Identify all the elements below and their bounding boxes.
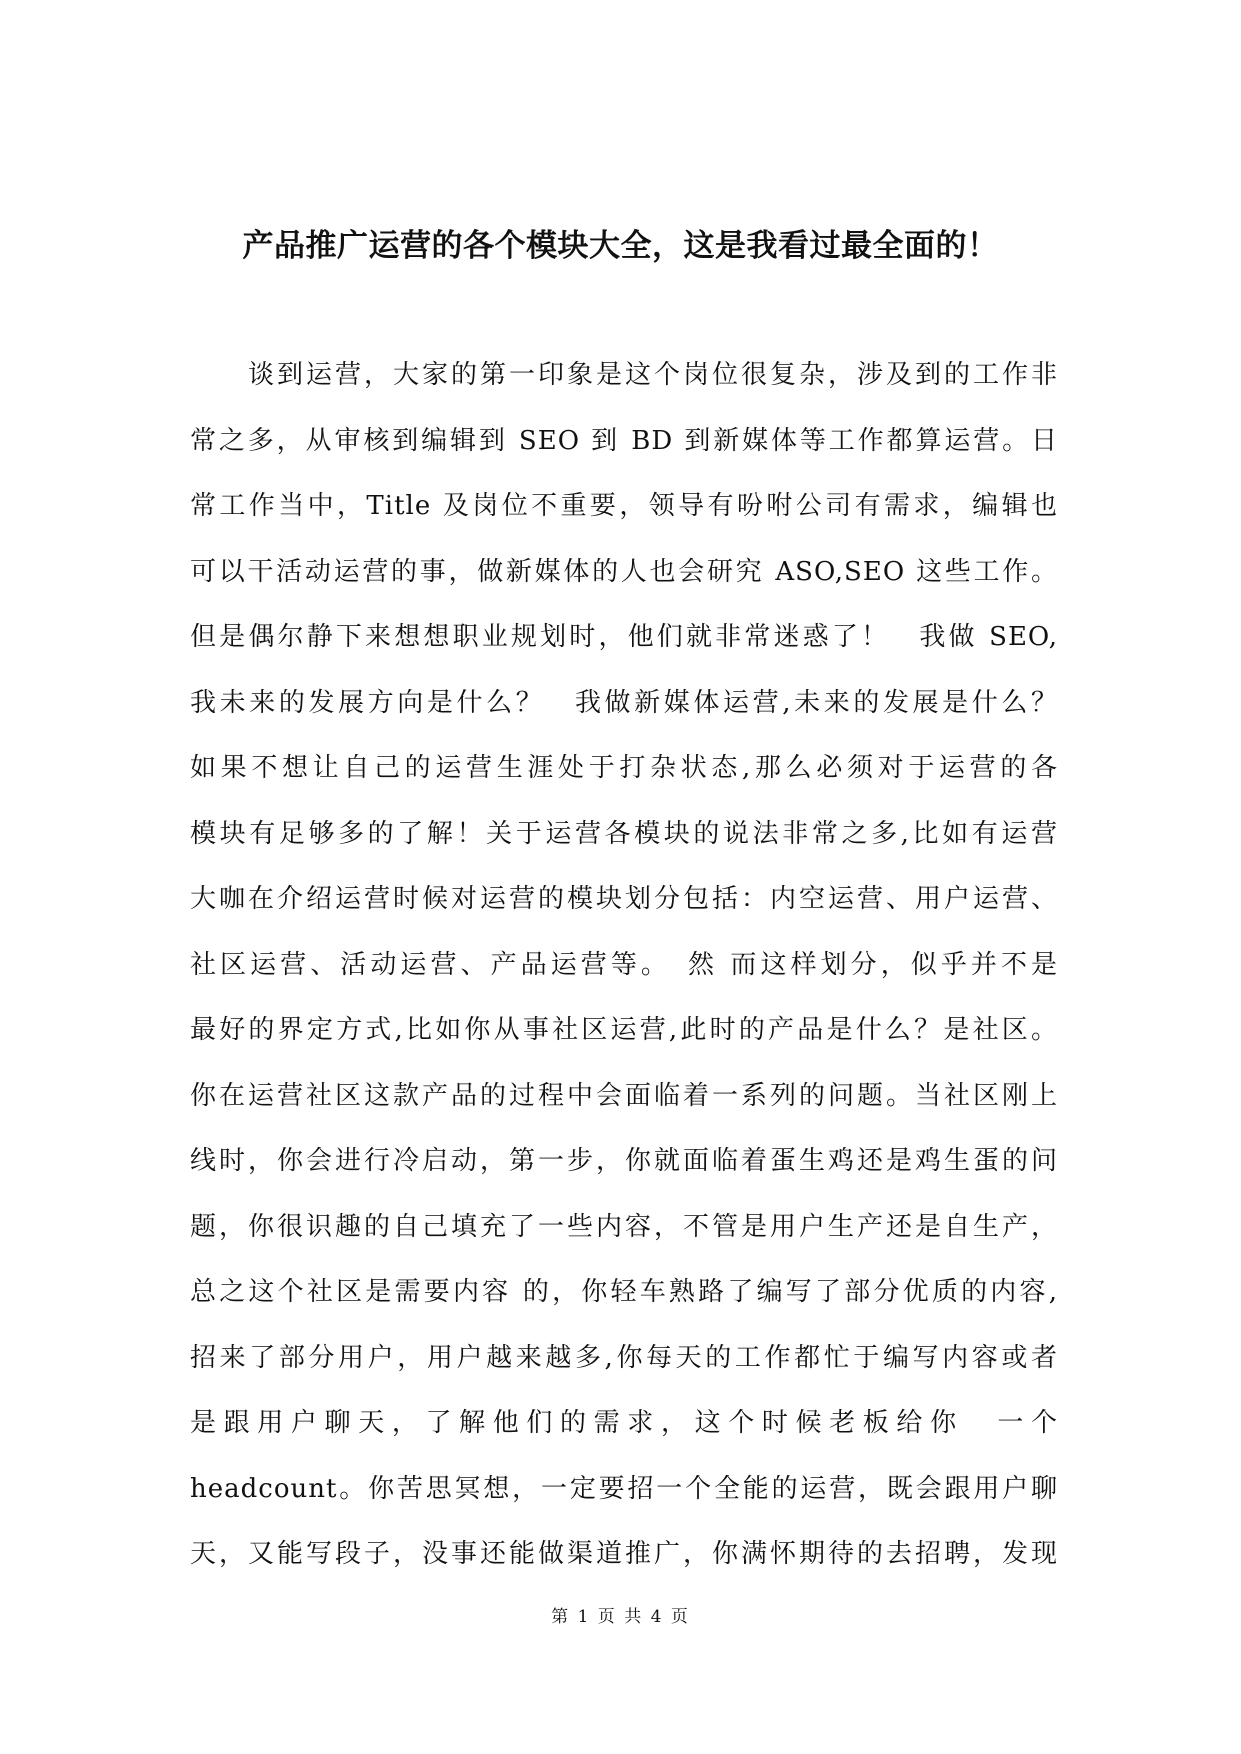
body-line: 常工作当中，Title 及岗位不重要，领导有吩咐公司有需求，编辑也 bbox=[190, 491, 1058, 521]
body-line: 但是偶尔静下来想想职业规划时，他们就非常迷惑了！ 我做 SEO, bbox=[190, 622, 1058, 652]
body-line: 我未来的发展方向是什么？ 我做新媒体运营,未来的发展是什么？ bbox=[190, 687, 1058, 718]
body-line: 招来了部分用户，用户越来越多,你每天的工作都忙于编写内容或者 bbox=[190, 1342, 1058, 1373]
body-line: 可以干活动运营的事，做新媒体的人也会研究 ASO,SEO 这些工作。 bbox=[190, 556, 1058, 587]
body-line: 常之多，从审核到编辑到 SEO 到 BD 到新媒体等工作都算运营。日 bbox=[190, 425, 1058, 456]
body-line: 社区运营、活动运营、产品运营等。 然 而这样划分，似乎并不是 bbox=[190, 949, 1058, 980]
body-line: 模块有足够多的了解！关于运营各模块的说法非常之多,比如有运营 bbox=[190, 818, 1058, 849]
body-line: 如果不想让自己的运营生涯处于打杂状态,那么必须对于运营的各 bbox=[190, 753, 1058, 783]
body-line: 是跟用户聊天，了解他们的需求，这个时候老板给你 一个 bbox=[190, 1408, 1058, 1438]
body-text bbox=[190, 355, 1058, 1600]
body-line: 总之这个社区是需要内容 的，你轻车熟路了编写了部分优质的内容, bbox=[190, 1277, 1058, 1307]
body-line: 大咖在介绍运营时候对运营的模块划分包括：内空运营、用户运营、 bbox=[190, 884, 1058, 914]
page-footer: 第 1 页 共 4 页 bbox=[551, 1607, 690, 1627]
body-line: 天，又能写段子，没事还能做渠道推广，你满怀期待的去招聘，发现 bbox=[190, 1539, 1058, 1569]
body-line: 最好的界定方式,比如你从事社区运营,此时的产品是什么？是社区。 bbox=[190, 1015, 1058, 1045]
document-title: 产品推广运营的各个模块大全，这是我看过最全面的！ bbox=[242, 228, 999, 264]
body-line: 题，你很识趣的自己填充了一些内容，不管是用户生产还是自生产， bbox=[190, 1211, 1058, 1242]
body-line: headcount。你苦思冥想，一定要招一个全能的运营，既会跟用户聊 bbox=[190, 1473, 1058, 1504]
body-line: 谈到运营，大家的第一印象是这个岗位很复杂，涉及到的工作非 bbox=[190, 360, 1058, 390]
body-line: 线时，你会进行冷启动，第一步，你就面临着蛋生鸡还是鸡生蛋的问 bbox=[190, 1146, 1058, 1176]
body-line: 你在运营社区这款产品的过程中会面临着一系列的问题。当社区刚上 bbox=[190, 1080, 1058, 1111]
